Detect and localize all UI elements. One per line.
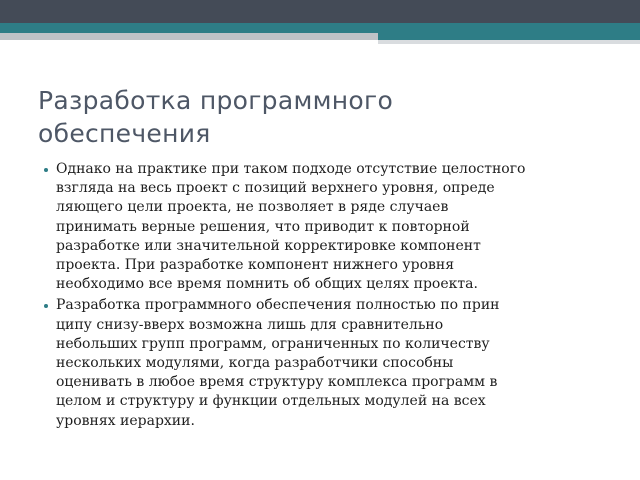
bullet-item	[44, 160, 604, 294]
bullet-text: Разработка программного обеспечения полностью по прин ципу снизу-вверх возможна лишь для сравнительно небольших групп программ, ограниченных по количеству нескольких модулями, когда разработчики способны оценивать в любое время структуру комплекса программ в целом и структуру и функции отдельных модулей на всех уровнях иерархии.	[56, 297, 500, 429]
header-band-teal	[0, 23, 640, 33]
slide-title: Разработка программного обеспечения	[38, 86, 394, 148]
bullet-dot-icon	[44, 168, 48, 172]
bullet-item	[44, 296, 604, 430]
bullet-list	[44, 160, 604, 433]
header-accent-stripe	[378, 40, 640, 44]
header-band-dark	[0, 0, 640, 23]
bullet-text: Однако на практике при таком подходе отсутствие целостного взгляда на весь проект с позиций верхнего уровня, опреде ляющего цели проекта, не позволяет в ряде случаев принимать верные решения, что приводит к повторной разработке или значительной корректировке компонент проекта. При разработке компонент нижнего уровня необходимо все время помнить об общих целях проекта.	[56, 161, 526, 293]
bullet-dot-icon	[44, 304, 48, 308]
